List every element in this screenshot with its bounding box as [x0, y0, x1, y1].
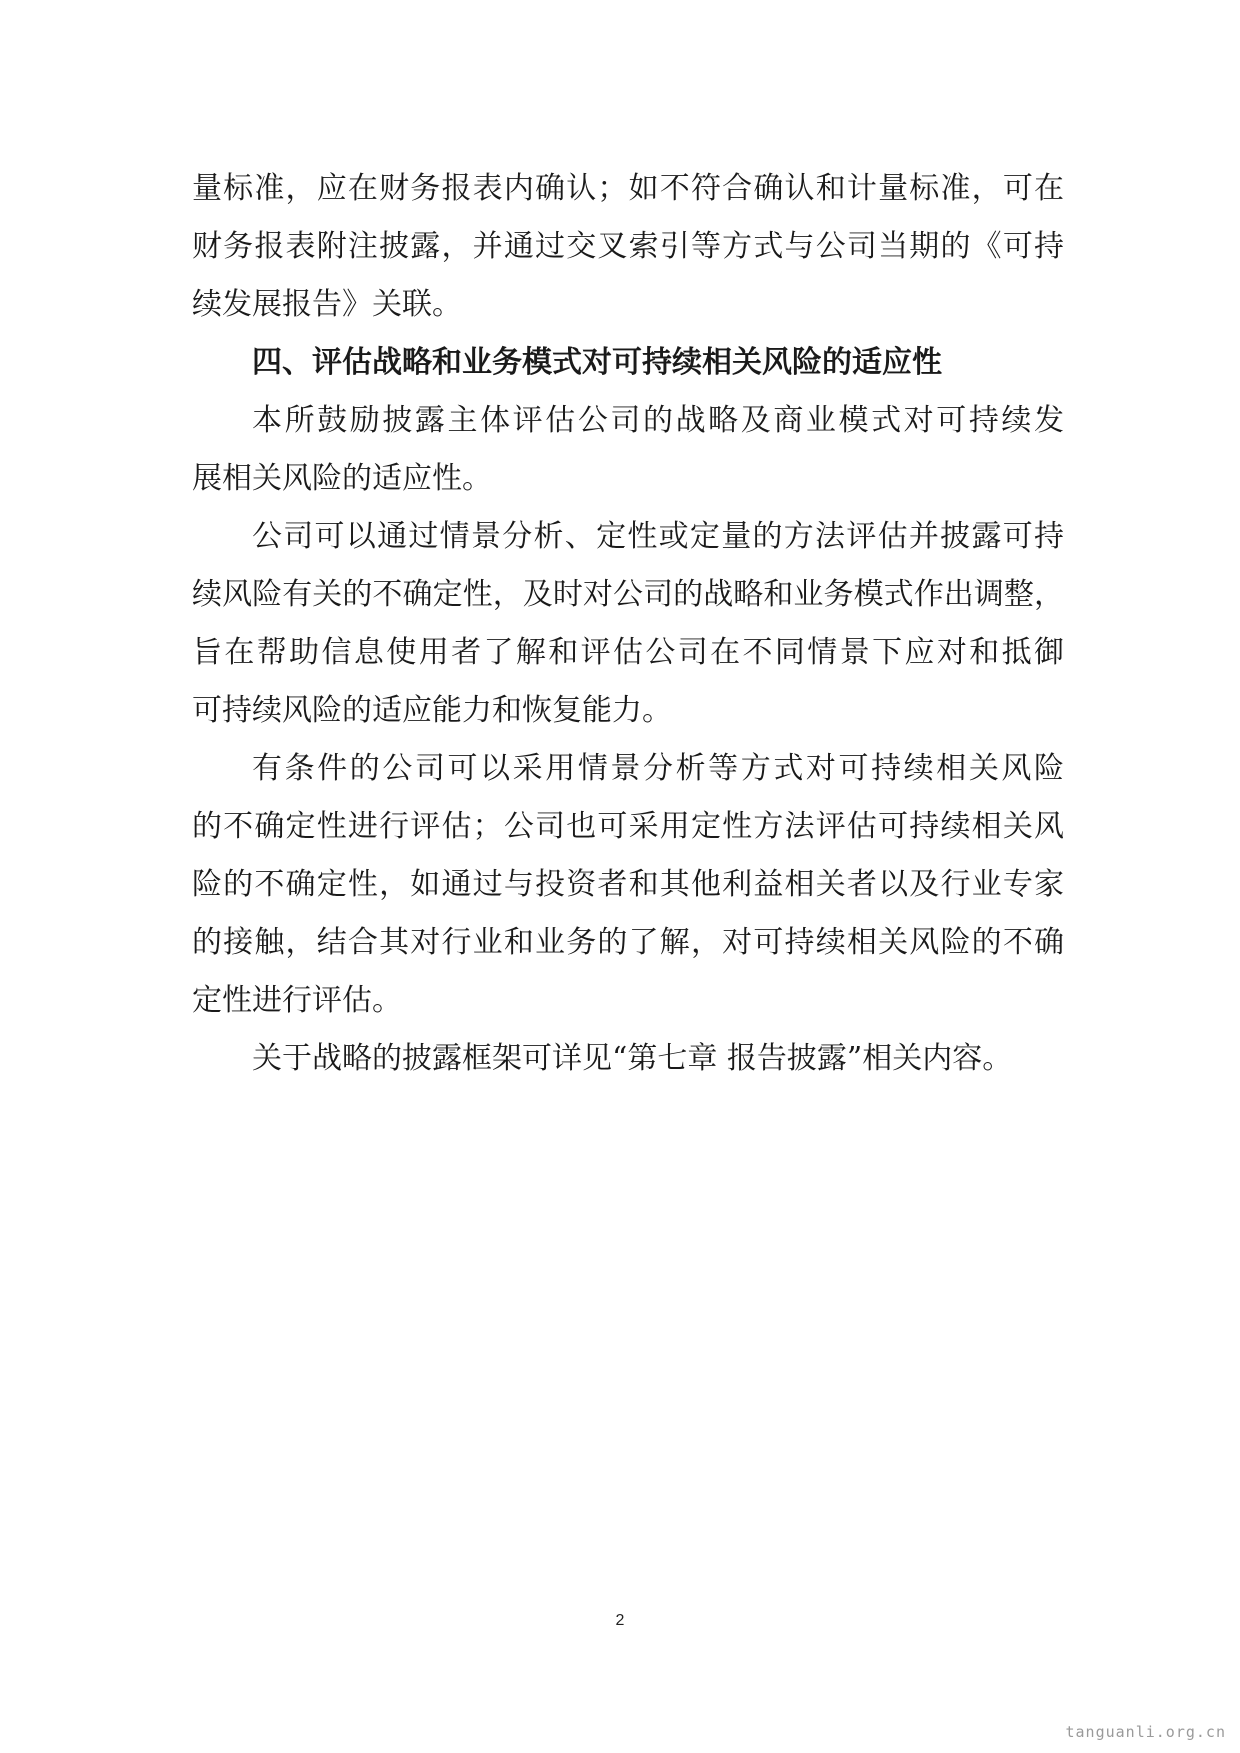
paragraph-line: 量标准，应在财务报表内确认；如不符合确认和计量标准，可在 — [192, 171, 1064, 206]
paragraph-line: 有条件的公司可以采用情景分析等方式对可持续相关风险 — [252, 751, 1064, 786]
body-text — [192, 160, 1064, 1088]
paragraph-line: 续发展报告》关联。 — [192, 287, 462, 322]
paragraph-line: 可持续风险的适应能力和恢复能力。 — [192, 693, 672, 728]
watermark: tanguanli.org.cn — [1065, 1723, 1226, 1741]
paragraph-line: 本所鼓励披露主体评估公司的战略及商业模式对可持续发 — [252, 403, 1064, 438]
paragraph-line: 财务报表附注披露，并通过交叉索引等方式与公司当期的《可持 — [192, 229, 1064, 264]
paragraph-line: 险的不确定性，如通过与投资者和其他利益相关者以及行业专家 — [192, 867, 1064, 902]
paragraph-line: 关于战略的披露框架可详见“第七章 报告披露”相关内容。 — [252, 1041, 1013, 1076]
paragraph-line: 展相关风险的适应性。 — [192, 461, 492, 496]
paragraph-line: 的接触，结合其对行业和业务的了解，对可持续相关风险的不确 — [192, 925, 1064, 960]
paragraph-line: 定性进行评估。 — [192, 983, 402, 1018]
paragraph-line: 旨在帮助信息使用者了解和评估公司在不同情景下应对和抵御 — [192, 635, 1064, 670]
paragraph-line: 公司可以通过情景分析、定性或定量的方法评估并披露可持 — [252, 519, 1064, 554]
page-number: 2 — [615, 1612, 625, 1629]
paragraph-line: 的不确定性进行评估；公司也可采用定性方法评估可持续相关风 — [192, 809, 1064, 844]
section-heading: 四、评估战略和业务模式对可持续相关风险的适应性 — [252, 345, 942, 380]
paragraph-line: 续风险有关的不确定性，及时对公司的战略和业务模式作出调整， — [192, 577, 1064, 612]
